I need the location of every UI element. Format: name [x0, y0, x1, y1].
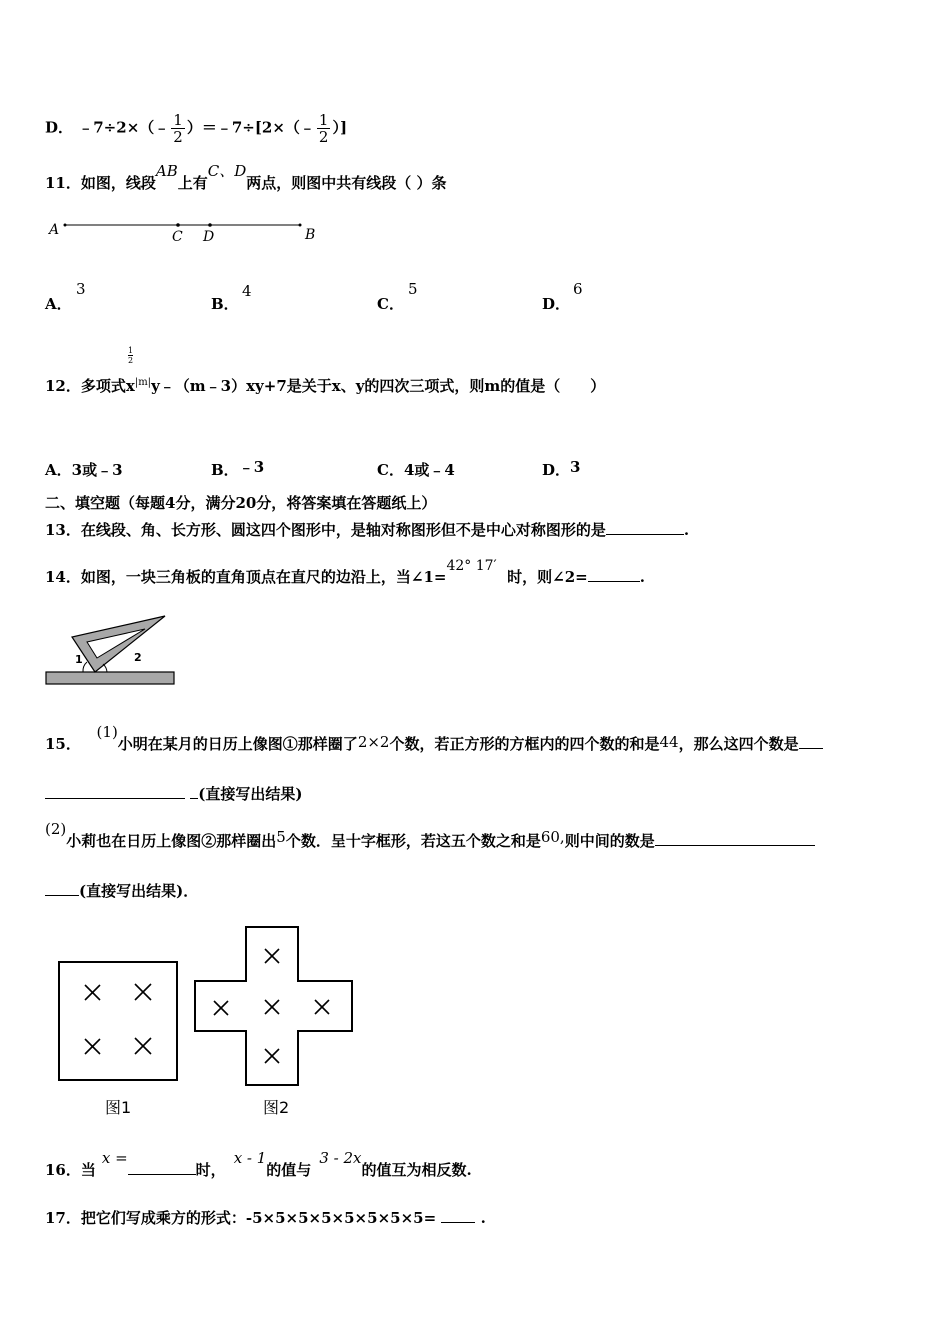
point-label-a: A: [49, 222, 60, 238]
angle-label-1: 1: [75, 653, 83, 666]
q11-option-c-value: 5: [408, 280, 418, 298]
q12-stem: 12．多项式$x^{|m|}y﹣(m﹣3)xy+7$是关于x、y的四次三项式，则m的值是（ ）: [45, 377, 606, 395]
answer-blank[interactable]: [128, 1158, 196, 1175]
calendar-figure-2: [193, 925, 355, 1121]
angle-label-2: 2: [134, 651, 142, 664]
q12-option-b[interactable]: B．﹣3: [211, 458, 265, 479]
figure-2-caption: 图2: [263, 1098, 290, 1117]
figure-1-caption: 图1: [105, 1098, 132, 1117]
q15-part2: (2)小莉也在日历上像图②那样圈出5个数．呈十字框形，若这五个数之和是60,则中间的数是: [45, 829, 815, 851]
q11-option-b[interactable]: B．: [211, 295, 239, 313]
q11-stem: 11．如图，线段AB上有C、D两点，则图中共有线段（ ）条: [45, 162, 447, 192]
q14-stem: 14．如图，一块三角板的直角顶点在直尺的边沿上，当∠1=42° 17′ 时，则∠2= .: [45, 558, 645, 586]
q16-stem: 16．当x =时，x - 1的值与3 - 2x的值互为相反数.: [45, 1149, 472, 1179]
q17-stem: 17．把它们写成乘方的形式：-5×5×5×5×5×5×5×5= .: [45, 1206, 486, 1228]
q12-coefficient: 1 2: [128, 346, 134, 365]
q11-option-d-value: 6: [573, 280, 583, 298]
q11-option-a-value: 3: [76, 280, 86, 298]
answer-blank[interactable]: [45, 782, 185, 799]
q12-option-c[interactable]: C．4或﹣4: [377, 461, 455, 479]
q15-part2-note: (直接写出结果)．: [45, 879, 198, 901]
q12-option-a[interactable]: A．3或﹣3: [45, 461, 123, 479]
answer-blank[interactable]: [655, 829, 815, 846]
fraction: $\frac{1}{2}$: [173, 111, 183, 146]
q13-stem: 13．在线段、角、长方形、圆这四个图形中，是轴对称图形但不是中心对称图形的是 .: [45, 518, 689, 540]
answer-blank[interactable]: [606, 518, 684, 535]
point-label-c: C: [172, 229, 183, 245]
segment-figure: [45, 215, 335, 250]
section-heading: 二、填空题（每题4分，满分20分，将答案填在答题纸上）: [45, 494, 437, 512]
q15-part1: 15． (1)小明在某月的日历上像图①那样圈了2×2个数，若正方形的方框内的四个数的和是44，那么这四个数是: [45, 732, 823, 754]
calendar-figure-1: [58, 961, 180, 1121]
answer-blank[interactable]: [45, 879, 79, 896]
q11-option-a[interactable]: A．: [45, 295, 72, 313]
q12-option-d[interactable]: D．3: [542, 458, 581, 479]
answer-blank[interactable]: [799, 732, 823, 749]
q15-part1-note: (直接写出结果): [45, 782, 302, 804]
triangle-ruler-figure: [45, 610, 180, 690]
answer-blank[interactable]: [588, 565, 640, 582]
point-label-d: D: [203, 229, 215, 245]
q10-option-d: D． ﹣7÷2×（﹣ $\frac{1}{2}$ ）＝﹣7÷[2×（﹣ $\frac{1}{2}$ ）]: [45, 111, 348, 146]
q11-option-c[interactable]: C．: [377, 295, 404, 313]
fraction: $\frac{1}{2}$: [318, 111, 329, 146]
q11-option-b-value: 4: [242, 282, 252, 300]
q11-option-d[interactable]: D．: [542, 295, 571, 313]
point-label-b: B: [305, 227, 316, 243]
answer-blank[interactable]: [441, 1206, 475, 1223]
